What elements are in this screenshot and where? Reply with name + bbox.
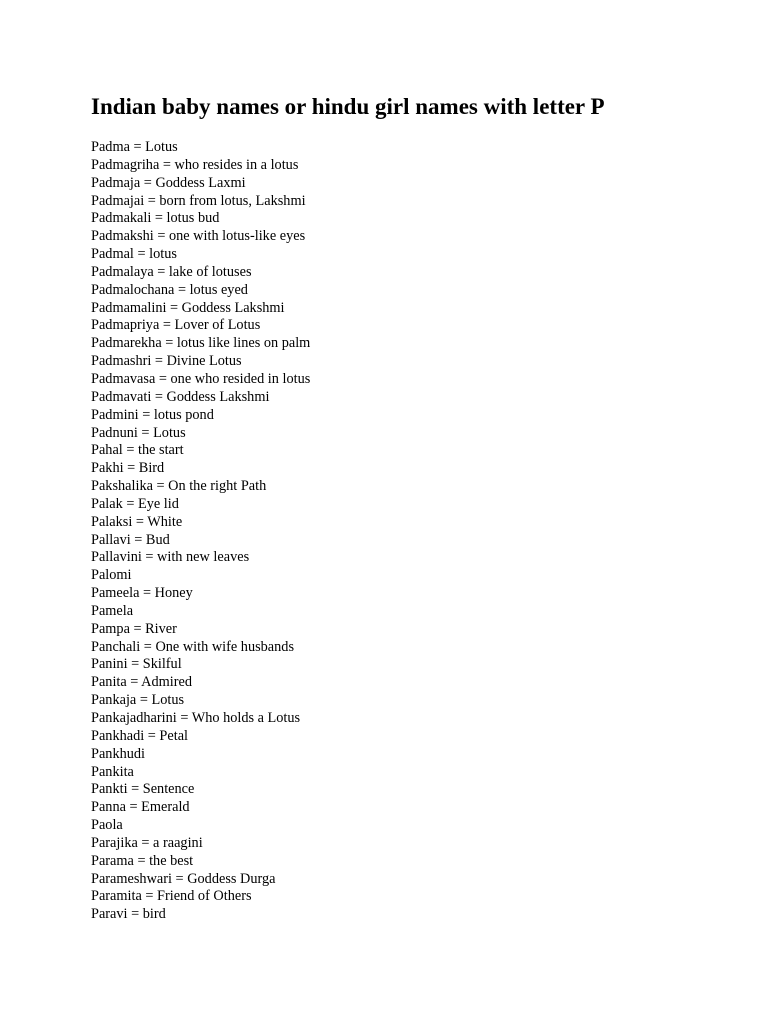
name-entry: Panini = Skilful xyxy=(91,656,182,673)
name-entry: Pahal = the start xyxy=(91,442,184,459)
document-page xyxy=(91,93,748,923)
name-entry: Padmapriya = Lover of Lotus xyxy=(91,317,261,334)
name-entry: Paramita = Friend of Others xyxy=(91,888,252,905)
name-entry: Padnuni = Lotus xyxy=(91,424,186,441)
name-entry: Panna = Emerald xyxy=(91,799,190,816)
name-entry: Pankhadi = Petal xyxy=(91,727,189,744)
name-entry: Pakshalika = On the right Path xyxy=(91,478,267,495)
name-entry: Pampa = River xyxy=(91,620,177,637)
name-entry: Paola xyxy=(91,817,123,834)
name-entry: Parama = the best xyxy=(91,852,194,869)
name-entry: Padmavasa = one who resided in lotus xyxy=(91,370,311,387)
name-entry: Pankaja = Lotus xyxy=(91,692,185,709)
document-title: Indian baby names or hindu girl names with letter P xyxy=(91,94,605,119)
name-entry: Padmini = lotus pond xyxy=(91,406,214,423)
name-entry: Padmalaya = lake of lotuses xyxy=(91,263,252,280)
name-entry: Padmashri = Divine Lotus xyxy=(91,353,242,370)
name-entry: Padmamalini = Goddess Lakshmi xyxy=(91,299,285,316)
name-entry: Padmalochana = lotus eyed xyxy=(91,281,248,298)
name-entry: Padmakali = lotus bud xyxy=(91,210,220,227)
name-entry: Padmaja = Goddess Laxmi xyxy=(91,174,246,191)
name-entry: Pallavi = Bud xyxy=(91,531,170,548)
name-entry: Pankhudi xyxy=(91,745,146,762)
name-entry: Pankita xyxy=(91,763,134,780)
name-entry: Pankti = Sentence xyxy=(91,781,195,798)
name-entry: Pameela = Honey xyxy=(91,585,193,602)
name-entry: Palomi xyxy=(91,567,132,584)
name-entry: Padma = Lotus xyxy=(91,139,178,155)
name-entry: Panchali = One with wife husbands xyxy=(91,638,295,655)
name-entry: Palaksi = White xyxy=(91,513,183,530)
name-entry: Pallavini = with new leaves xyxy=(91,549,250,566)
name-entry: Palak = Eye lid xyxy=(91,495,179,512)
name-entry: Pankajadharini = Who holds a Lotus xyxy=(91,710,301,726)
name-entry: Padmal = lotus xyxy=(91,246,177,263)
name-list xyxy=(91,139,310,924)
name-entry: Parameshwari = Goddess Durga xyxy=(91,870,276,887)
name-entry: Padmakshi = one with lotus-like eyes xyxy=(91,228,306,245)
name-entry: Padmavati = Goddess Lakshmi xyxy=(91,388,270,405)
name-entry: Pakhi = Bird xyxy=(91,460,165,477)
name-entry: Panita = Admired xyxy=(91,674,192,691)
name-entry: Parajika = a raagini xyxy=(91,834,203,851)
name-entry: Paravi = bird xyxy=(91,906,166,923)
name-entry: Padmarekha = lotus like lines on palm xyxy=(91,335,311,352)
name-entry: Pamela xyxy=(91,602,134,619)
name-entry: Padmagriha = who resides in a lotus xyxy=(91,156,299,173)
name-entry: Padmajai = born from lotus, Lakshmi xyxy=(91,192,306,209)
